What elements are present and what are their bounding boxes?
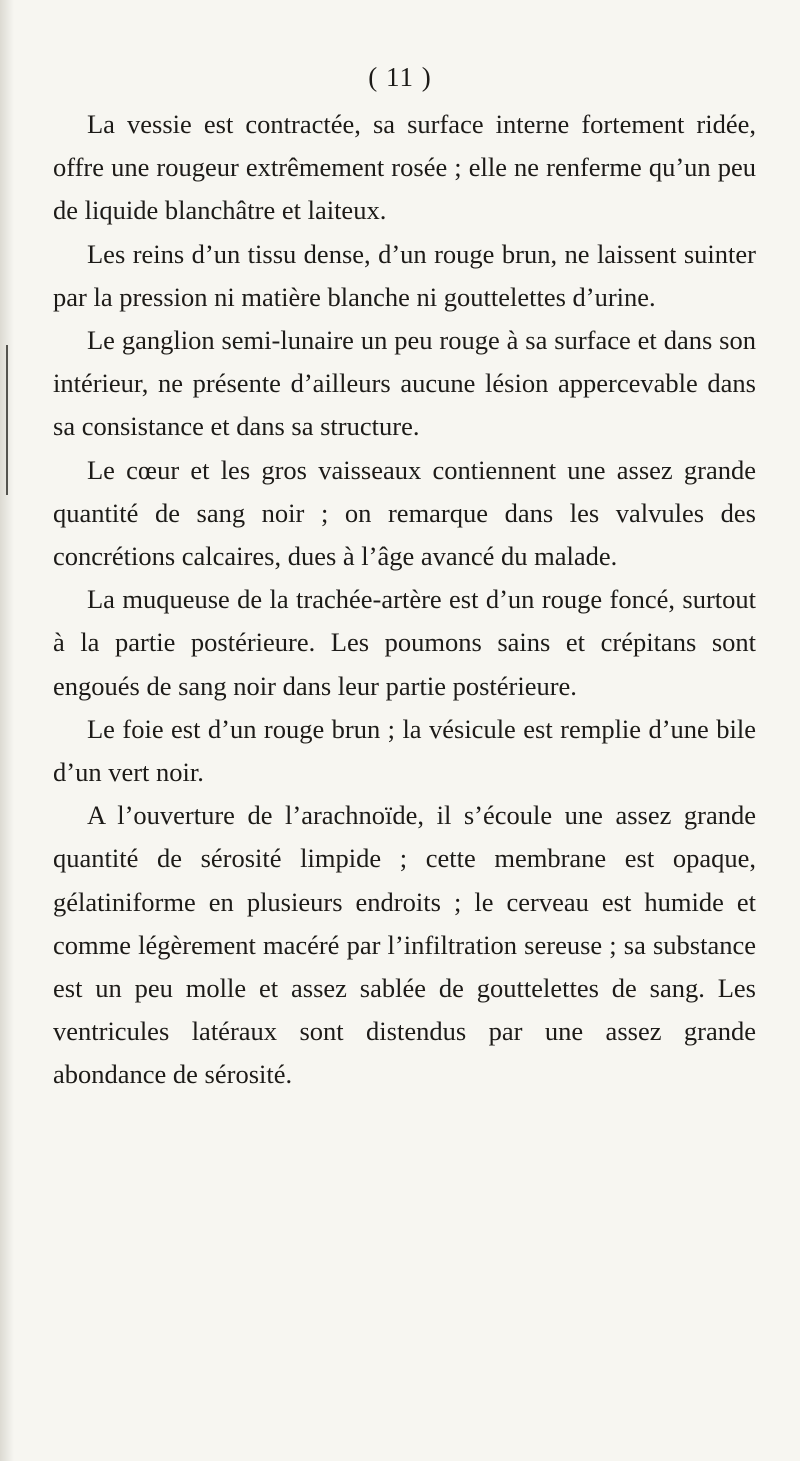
body-text — [53, 103, 756, 1097]
binding-gutter-shadow — [0, 0, 14, 1461]
paragraph-liver: Le foie est d’un rouge brun ; la vésicule est remplie d’une bile d’un vert noir. — [53, 713, 756, 788]
paragraph-bladder: La vessie est contractée, sa surface interne fortement ridée, offre une rougeur extrêmement rosée ; elle ne renferme qu’un peu de liquide blanchâtre et laiteux. — [53, 109, 756, 226]
margin-rule — [6, 345, 8, 495]
paragraph-brain: A l’ouverture de l’arachnoïde, il s’écoule une assez grande quantité de sérosité limpide ; cette membrane est opaque, gélatiniforme en plusieurs endroits ; le cerveau est humide et comme légèrement macéré par l’infiltration sereuse ; sa substance est un peu molle et assez sablée de gouttelettes de sang. Les ventricules latéraux sont distendus par une assez grande abondance de sérosité. — [53, 800, 756, 1090]
paragraph-ganglion: Le ganglion semi-lunaire un peu rouge à sa surface et dans son intérieur, ne présente d’ailleurs aucune lésion appercevable dans sa consistance et dans sa structure. — [53, 325, 756, 442]
paragraph-kidneys: Les reins d’un tissu dense, d’un rouge brun, ne laissent suinter par la pression ni matière blanche ni gouttelettes d’urine. — [53, 238, 756, 312]
paragraph-heart: Le cœur et les gros vaisseaux contiennent une assez grande quantité de sang noir ; on remarque dans les valvules des concrétions calcaires, dues à l’âge avancé du malade. — [53, 454, 756, 572]
page-number: ( 11 ) — [368, 62, 432, 92]
paragraph-trachea-lungs: La muqueuse de la trachée-artère est d’un rouge foncé, surtout à la partie postérieure. Les poumons sains et crépitans sont engoués de sang noir dans leur partie postérieure. — [53, 584, 756, 701]
